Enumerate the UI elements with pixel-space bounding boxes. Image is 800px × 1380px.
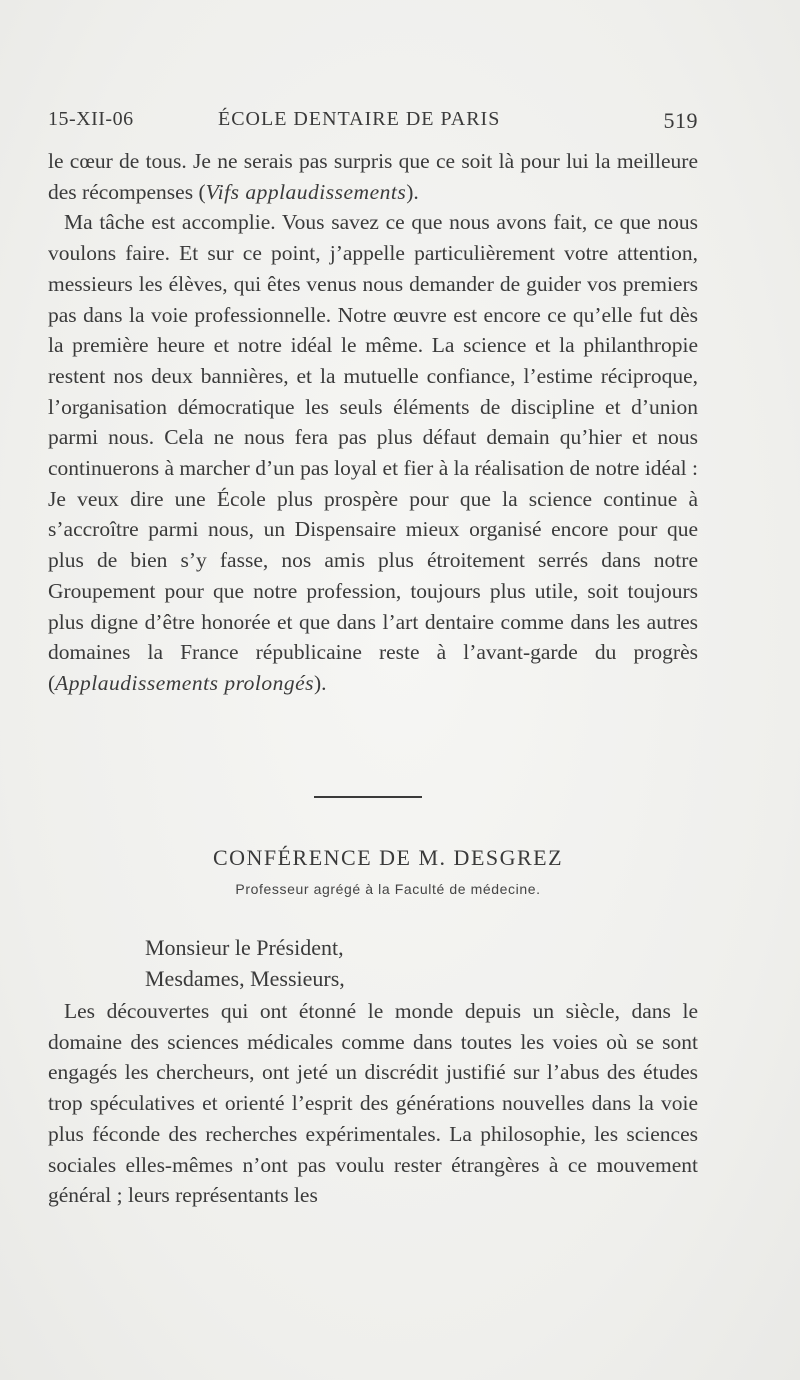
applause-note: Applaudissements prolongés	[55, 670, 315, 695]
salutation	[145, 932, 345, 994]
salutation-line: Mesdames, Messieurs,	[145, 966, 345, 991]
page-number: 519	[663, 108, 698, 133]
paragraph	[48, 207, 698, 698]
conference-title: CONFÉRENCE DE M. DESGREZ	[212, 845, 564, 870]
paragraph-text: ).	[406, 179, 419, 204]
conference-body	[48, 996, 698, 1211]
applause-note: Vifs applaudissements	[205, 179, 407, 204]
paragraph-text: ).	[314, 670, 327, 695]
paragraph	[48, 146, 698, 207]
paragraph: Les découvertes qui ont étonné le monde depuis un siècle, dans le domaine des sciences médicales comme dans toutes les voies où se sont engagés les chercheurs, ont jeté un discrédit justifié sur l’abus des études trop spéculatives et orienté l’esprit des générations nouvelles dans la voie plus féconde des recherches expérimentales. La philosophie, les sciences sociales elles-mêmes n’ont pas voulu rester étrangères à ce mouvement général ; leurs représentants les	[48, 999, 698, 1208]
header-journal-title: ÉCOLE DENTAIRE DE PARIS	[218, 108, 501, 130]
section-divider	[314, 796, 422, 798]
running-head	[48, 108, 698, 138]
conference-subtitle: Professeur agrégé à la Faculté de médecine.	[235, 881, 541, 897]
salutation-line: Monsieur le Président,	[145, 935, 344, 960]
speech-conclusion	[48, 146, 698, 699]
header-date: 15-XII-06	[48, 108, 134, 130]
paragraph-text: le cœur de tous. Je ne serais pas surpris que ce soit là pour lui la meilleure des récompenses (	[48, 149, 698, 204]
paragraph-text: Ma tâche est accomplie. Vous savez ce que nous avons fait, ce que nous voulons faire. Et sur ce point, j’appelle particulièrement votre attention, messieurs les élèves, qui êtes venus nous demander de guider vos premiers pas dans la voie professionnelle. Notre œuvre est encore ce qu’elle fut dès la première heure et notre idéal le même. La science et la philanthropie restent nos deux bannières, et la mutuelle confiance, l’estime réciproque, l’organisation démocratique les seuls éléments de discipline et d’union parmi nous. Cela ne nous fera pas plus défaut demain qu’hier et nous continuerons à marcher d’un pas loyal et fier à la réalisation de notre idéal : Je veux dire une École plus prospère pour que la science continue à s’accroître parmi nous, un Dispensaire mieux organisé encore pour que plus de bien s’y fasse, nos amis plus étroitement serrés dans notre Groupement pour que notre profession, toujours plus utile, soit toujours plus digne d’être honorée et que dans l’art dentaire comme dans les autres domaines la France républicaine reste à l’avant-garde du progrès (	[48, 210, 698, 695]
